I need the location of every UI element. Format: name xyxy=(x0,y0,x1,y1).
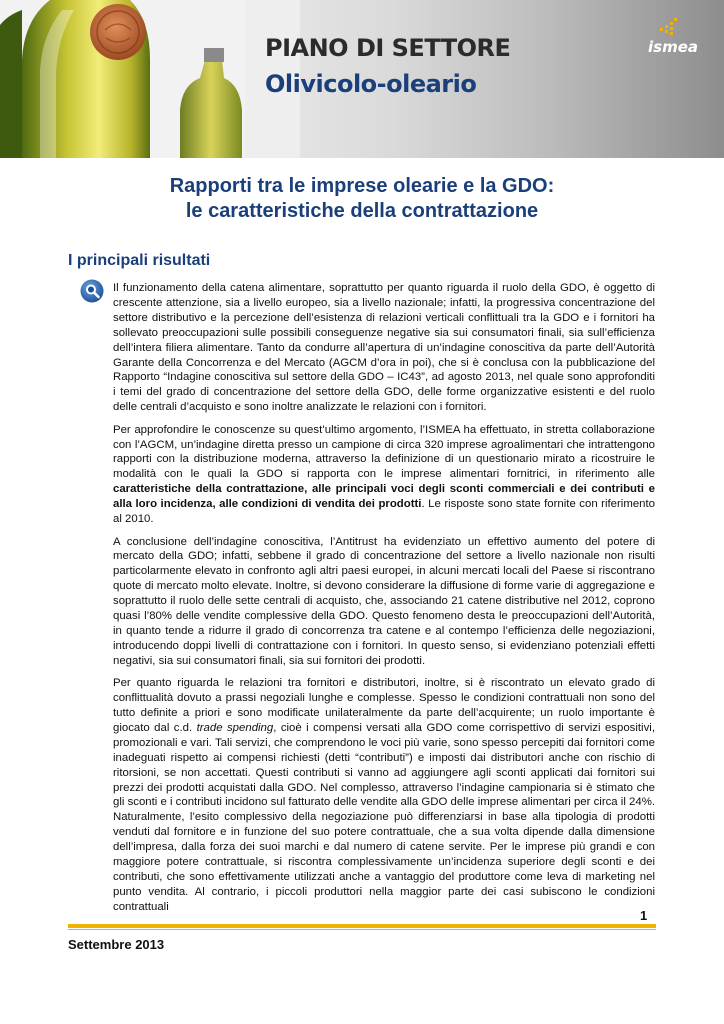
header-banner xyxy=(0,0,724,158)
banner-title: PIANO DI SETTORE xyxy=(265,34,511,62)
ismea-logo-text: ismea xyxy=(648,38,698,56)
paragraph-4-italic: trade spending xyxy=(196,721,274,734)
document-title xyxy=(0,174,724,224)
page-number: 1 xyxy=(640,908,648,923)
section-heading: I principali risultati xyxy=(68,252,211,269)
footer-date: Settembre 2013 xyxy=(68,937,165,952)
paragraph-4 xyxy=(113,676,655,915)
ismea-logo-mark-icon xyxy=(658,16,678,38)
paragraph-4-text: Per quanto riguarda le relazioni tra fornitori e distributori, inoltre, si è riscontrato un elevato grado di conflittualità dovuto a prassi negoziali lunghe e complesse. Spesso le condizioni contrattuali non sono del tutto definite a priori e sono modificate unilateralmente da parte dell’acquirente; un ruolo importante è giocato dal c.d. xyxy=(113,677,655,734)
olive-oil-bottle-image xyxy=(0,0,300,158)
magnifier-icon xyxy=(80,279,104,303)
body-text xyxy=(113,281,655,922)
paragraph-2-bold: caratteristiche della contrattazione, alle principali voci degli sconti commerciali e dei contributi e alla loro incidenza, alle condizioni di vendita dei prodotti xyxy=(113,483,655,511)
ismea-logo xyxy=(648,14,714,64)
paragraph-2-text: Per approfondire le conoscenze su quest’ultimo argomento, l’ISMEA ha effettuato, in stretta collaborazione con l’AGCM, un’indagine diretta presso un campione di circa 320 imprese agroalimentari che intrattengono rapporti con la distribuzione moderna, attraverso la definizione di un questionario mirato a ricostruire le modalità con le quali la GDO si rapporta con le imprese alimentari fornitrici, in riferimento alle xyxy=(113,423,655,481)
paragraph-3: A conclusione dell’indagine conoscitiva, l’Antitrust ha evidenziato un effettivo aumento del potere di mercato della GDO; infatti, sebbene il grado di concentrazione del settore a livello nazionale non risulti particolarmente elevato in confronto agli altri paesi europei, in alcuni mercati locali del Paese si riscontrano quote di mercato molto elevate. Inoltre, si devono considerare la diffusione di forme varie di aggregazione e soprattutto il ruolo delle sette centrali di acquisto, che, associando 21 catene distributive nel 2012, coprono quasi l’80% delle vendite complessive della GDO. Questo fenomeno desta le preoccupazioni dell’Autorità, in quanto tende a ridurre il grado di concorrenza tra catene e al contempo l’efficienza delle negoziazioni, introducendo doppi livelli di contrattazione con i fornitori. In questo senso, si evidenziano potenziali effetti negativi, sia sui consumatori finali, sia sui fornitori dei prodotti. xyxy=(113,535,655,667)
banner-subtitle: Olivicolo-oleario xyxy=(265,70,477,98)
footer-rule xyxy=(68,924,656,928)
footer-rule-thin xyxy=(68,929,656,930)
paragraph-4-end: , cioè i compensi versati alla GDO come corrispettivo di servizi espositivi, promozionali e vari. Tali servizi, che comprendono le voci più varie, sono spesso percepiti dai fornitori come inadeguati rispetto ai compensi richiesti (detti “contributi”) e imposti dai distributori anche con rischio di ritorsioni, se non accettati. Questi contributi si vanno ad aggiungere agli sconti applicati dai fornitori sui prezzi dei prodotti acquistati dalla GDO. Nel complesso, attraverso l’indagine campionaria si è stimato che gli sconti e i contributi incidono sul fatturato delle vendite alla GDO delle imprese alimentari per circa il 24%. Naturalmente, l’esito complessivo della negoziazione può differenziarsi in base alla tipologia di prodotti venduti dal fornitore e in funzione del suo potere contrattuale, che a sua volta dipende dalla dimensione dell’impresa, dalla forza dei suoi marchi e dal numero di catene servite. Per le imprese più grandi e con maggiore potere contrattuale, si riscontra complessivamente un’incidenza superiore degli sconti e dei contributi, che sono effettivamente utilizzati anche a vantaggio del produttore come leva di marketing nel punto vendita. Al contrario, i piccoli produttori nella maggior parte dei casi subiscono le condizioni contrattuali xyxy=(113,721,655,913)
document-title-line-2: le caratteristiche della contrattazione xyxy=(185,200,539,222)
document-title-line-1: Rapporti tra le imprese olearie e la GDO: xyxy=(169,175,555,197)
paragraph-2-end: . Le risposte sono state fornite con riferimento al 2010. xyxy=(113,498,655,526)
paragraph-1: Il funzionamento della catena alimentare, soprattutto per quanto riguarda il ruolo della GDO, è oggetto di crescente attenzione, sia a livello europeo, sia a livello nazionale; infatti, la progressiva concentrazione del settore distributivo e la percezione dell’esistenza di relazioni verticali conflittuali tra la GDO e i fornitori ha sollevato preoccupazioni sulle possibili conseguenze negative sia sui consumatori finali, sia sull’efficienza dell’intera filiera alimentare. Tanto da condurre all’apertura di un’indagine conoscitiva da parte dell’Autorità Garante della Concorrenza e del Mercato (AGCM d’ora in poi), che si è conclusa con la pubblicazione del Rapporto “Indagine conoscitiva sul settore della GDO – IC43”, ad agosto 2013, nel quale sono approfonditi i temi del grado di concentrazione del settore della GDO, delle forme organizzative esistenti e del ruolo delle centrali d’acquisto e sono inoltre analizzate le relazioni con i fornitori. xyxy=(113,282,655,414)
paragraph-2 xyxy=(113,423,655,527)
